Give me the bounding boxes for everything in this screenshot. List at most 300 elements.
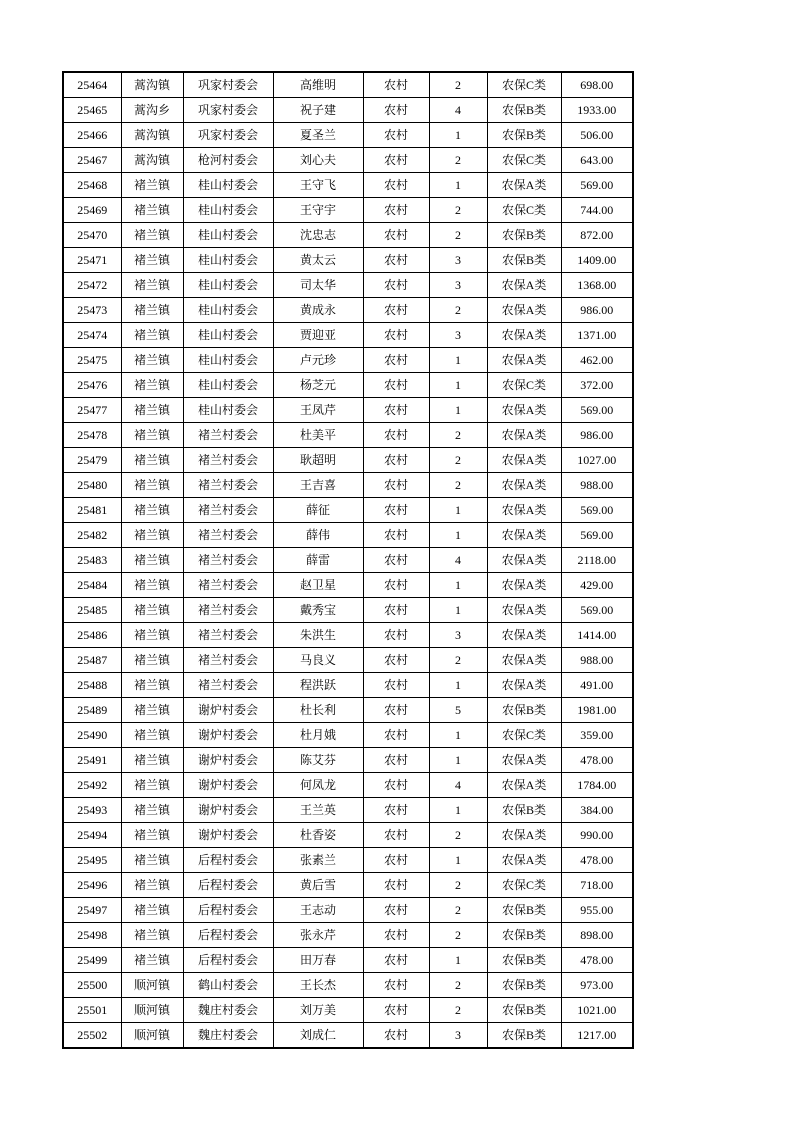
amount-cell: 478.00 [561,948,633,973]
record-id-cell: 25489 [63,698,121,723]
amount-cell: 1371.00 [561,323,633,348]
residence-type-cell: 农村 [363,298,429,323]
record-id-cell: 25474 [63,323,121,348]
amount-cell: 1021.00 [561,998,633,1023]
village-committee-cell: 后程村委会 [183,948,273,973]
town-cell: 褚兰镇 [121,473,183,498]
person-name-cell: 黄太云 [273,248,363,273]
town-cell: 褚兰镇 [121,798,183,823]
insurance-class-cell: 农保A类 [487,323,561,348]
insurance-class-cell: 农保A类 [487,173,561,198]
count-cell: 2 [429,198,487,223]
town-cell: 褚兰镇 [121,448,183,473]
amount-cell: 478.00 [561,748,633,773]
amount-cell: 1409.00 [561,248,633,273]
residence-type-cell: 农村 [363,623,429,648]
person-name-cell: 沈忠志 [273,223,363,248]
table-row [63,948,633,973]
table-row [63,923,633,948]
village-committee-cell: 褚兰村委会 [183,498,273,523]
amount-cell: 1933.00 [561,98,633,123]
village-committee-cell: 褚兰村委会 [183,598,273,623]
count-cell: 1 [429,798,487,823]
residence-type-cell: 农村 [363,198,429,223]
insurance-class-cell: 农保C类 [487,373,561,398]
count-cell: 1 [429,573,487,598]
amount-cell: 569.00 [561,523,633,548]
town-cell: 褚兰镇 [121,373,183,398]
table-row [63,473,633,498]
residence-type-cell: 农村 [363,523,429,548]
village-committee-cell: 魏庄村委会 [183,1023,273,1049]
amount-cell: 372.00 [561,373,633,398]
residence-type-cell: 农村 [363,823,429,848]
table-row [63,298,633,323]
residence-type-cell: 农村 [363,873,429,898]
amount-cell: 744.00 [561,198,633,223]
insurance-class-cell: 农保B类 [487,98,561,123]
residence-type-cell: 农村 [363,648,429,673]
record-id-cell: 25471 [63,248,121,273]
table-row [63,223,633,248]
table-row [63,698,633,723]
table-row [63,523,633,548]
residence-type-cell: 农村 [363,473,429,498]
amount-cell: 359.00 [561,723,633,748]
table-row [63,72,633,98]
village-committee-cell: 桂山村委会 [183,298,273,323]
table-row [63,773,633,798]
town-cell: 褚兰镇 [121,498,183,523]
residence-type-cell: 农村 [363,323,429,348]
residence-type-cell: 农村 [363,673,429,698]
count-cell: 1 [429,498,487,523]
town-cell: 褚兰镇 [121,898,183,923]
table-row [63,823,633,848]
table-row [63,673,633,698]
insurance-class-cell: 农保A类 [487,473,561,498]
town-cell: 褚兰镇 [121,673,183,698]
table-row [63,398,633,423]
village-committee-cell: 褚兰村委会 [183,423,273,448]
record-id-cell: 25494 [63,823,121,848]
person-name-cell: 刘万美 [273,998,363,1023]
insurance-class-cell: 农保B类 [487,123,561,148]
record-id-cell: 25464 [63,72,121,98]
town-cell: 褚兰镇 [121,348,183,373]
record-id-cell: 25476 [63,373,121,398]
person-name-cell: 杜月娥 [273,723,363,748]
amount-cell: 988.00 [561,648,633,673]
count-cell: 2 [429,72,487,98]
amount-cell: 1368.00 [561,273,633,298]
residence-type-cell: 农村 [363,948,429,973]
person-name-cell: 杜美平 [273,423,363,448]
person-name-cell: 程洪跃 [273,673,363,698]
village-committee-cell: 巩家村委会 [183,123,273,148]
amount-cell: 478.00 [561,848,633,873]
amount-cell: 986.00 [561,423,633,448]
table-row [63,173,633,198]
person-name-cell: 薛征 [273,498,363,523]
table-row [63,973,633,998]
amount-cell: 973.00 [561,973,633,998]
amount-cell: 872.00 [561,223,633,248]
record-id-cell: 25487 [63,648,121,673]
village-committee-cell: 桂山村委会 [183,198,273,223]
residence-type-cell: 农村 [363,248,429,273]
record-id-cell: 25481 [63,498,121,523]
record-id-cell: 25492 [63,773,121,798]
residence-type-cell: 农村 [363,348,429,373]
insurance-class-cell: 农保A类 [487,423,561,448]
table-row [63,373,633,398]
table-body [63,72,633,1048]
record-id-cell: 25499 [63,948,121,973]
village-committee-cell: 褚兰村委会 [183,523,273,548]
village-committee-cell: 桂山村委会 [183,273,273,298]
person-name-cell: 司太华 [273,273,363,298]
table-row [63,448,633,473]
village-committee-cell: 后程村委会 [183,898,273,923]
village-committee-cell: 后程村委会 [183,923,273,948]
person-name-cell: 王凤芹 [273,398,363,423]
amount-cell: 986.00 [561,298,633,323]
amount-cell: 1784.00 [561,773,633,798]
person-name-cell: 王吉喜 [273,473,363,498]
record-id-cell: 25465 [63,98,121,123]
town-cell: 褚兰镇 [121,748,183,773]
person-name-cell: 赵卫星 [273,573,363,598]
village-committee-cell: 褚兰村委会 [183,548,273,573]
count-cell: 2 [429,223,487,248]
town-cell: 蒿沟镇 [121,148,183,173]
record-id-cell: 25485 [63,598,121,623]
insurance-class-cell: 农保B类 [487,248,561,273]
village-committee-cell: 枪河村委会 [183,148,273,173]
insurance-class-cell: 农保A类 [487,548,561,573]
town-cell: 褚兰镇 [121,223,183,248]
amount-cell: 506.00 [561,123,633,148]
insurance-class-cell: 农保A类 [487,398,561,423]
amount-cell: 1981.00 [561,698,633,723]
record-id-cell: 25482 [63,523,121,548]
table-row [63,323,633,348]
person-name-cell: 耿超明 [273,448,363,473]
count-cell: 2 [429,873,487,898]
record-id-cell: 25478 [63,423,121,448]
table-row [63,198,633,223]
amount-cell: 990.00 [561,823,633,848]
record-id-cell: 25502 [63,1023,121,1049]
amount-cell: 2118.00 [561,548,633,573]
amount-cell: 491.00 [561,673,633,698]
amount-cell: 988.00 [561,473,633,498]
record-id-cell: 25468 [63,173,121,198]
village-committee-cell: 褚兰村委会 [183,448,273,473]
insurance-class-cell: 农保C类 [487,723,561,748]
town-cell: 褚兰镇 [121,298,183,323]
count-cell: 2 [429,923,487,948]
amount-cell: 698.00 [561,72,633,98]
village-committee-cell: 桂山村委会 [183,223,273,248]
village-committee-cell: 谢炉村委会 [183,773,273,798]
count-cell: 1 [429,398,487,423]
insurance-class-cell: 农保B类 [487,1023,561,1049]
table-row [63,848,633,873]
insurance-class-cell: 农保C类 [487,148,561,173]
town-cell: 褚兰镇 [121,698,183,723]
count-cell: 4 [429,98,487,123]
record-id-cell: 25479 [63,448,121,473]
village-committee-cell: 谢炉村委会 [183,748,273,773]
insurance-class-cell: 农保B类 [487,798,561,823]
person-name-cell: 张永芹 [273,923,363,948]
count-cell: 3 [429,323,487,348]
town-cell: 褚兰镇 [121,523,183,548]
person-name-cell: 杨芝元 [273,373,363,398]
record-id-cell: 25467 [63,148,121,173]
count-cell: 2 [429,898,487,923]
insurance-class-cell: 农保A类 [487,523,561,548]
count-cell: 1 [429,748,487,773]
residence-type-cell: 农村 [363,1023,429,1049]
residence-type-cell: 农村 [363,798,429,823]
record-id-cell: 25498 [63,923,121,948]
count-cell: 1 [429,673,487,698]
village-committee-cell: 桂山村委会 [183,323,273,348]
insurance-class-cell: 农保B类 [487,698,561,723]
record-id-cell: 25470 [63,223,121,248]
village-committee-cell: 褚兰村委会 [183,473,273,498]
amount-cell: 1027.00 [561,448,633,473]
residence-type-cell: 农村 [363,448,429,473]
count-cell: 1 [429,173,487,198]
table-row [63,548,633,573]
table-row [63,623,633,648]
village-committee-cell: 魏庄村委会 [183,998,273,1023]
town-cell: 褚兰镇 [121,573,183,598]
person-name-cell: 田万春 [273,948,363,973]
village-committee-cell: 桂山村委会 [183,348,273,373]
amount-cell: 718.00 [561,873,633,898]
residence-type-cell: 农村 [363,423,429,448]
residence-type-cell: 农村 [363,598,429,623]
village-committee-cell: 后程村委会 [183,873,273,898]
count-cell: 2 [429,298,487,323]
record-id-cell: 25480 [63,473,121,498]
count-cell: 2 [429,973,487,998]
insurance-class-cell: 农保A类 [487,448,561,473]
count-cell: 3 [429,1023,487,1049]
count-cell: 2 [429,823,487,848]
town-cell: 顺河镇 [121,1023,183,1049]
insurance-class-cell: 农保A类 [487,598,561,623]
insurance-class-cell: 农保B类 [487,223,561,248]
person-name-cell: 刘心夫 [273,148,363,173]
village-committee-cell: 后程村委会 [183,848,273,873]
count-cell: 4 [429,773,487,798]
count-cell: 1 [429,348,487,373]
amount-cell: 462.00 [561,348,633,373]
count-cell: 1 [429,373,487,398]
amount-cell: 569.00 [561,498,633,523]
insurance-class-cell: 农保A类 [487,848,561,873]
residence-type-cell: 农村 [363,72,429,98]
record-id-cell: 25490 [63,723,121,748]
town-cell: 褚兰镇 [121,273,183,298]
table-row [63,873,633,898]
count-cell: 2 [429,423,487,448]
insurance-class-cell: 农保B类 [487,948,561,973]
town-cell: 褚兰镇 [121,948,183,973]
insurance-class-cell: 农保C类 [487,873,561,898]
village-committee-cell: 褚兰村委会 [183,648,273,673]
town-cell: 褚兰镇 [121,923,183,948]
record-id-cell: 25477 [63,398,121,423]
residence-type-cell: 农村 [363,698,429,723]
record-id-cell: 25486 [63,623,121,648]
table-row [63,148,633,173]
amount-cell: 1414.00 [561,623,633,648]
records-table [62,71,634,1049]
insurance-class-cell: 农保A类 [487,573,561,598]
residence-type-cell: 农村 [363,748,429,773]
village-committee-cell: 褚兰村委会 [183,623,273,648]
record-id-cell: 25466 [63,123,121,148]
amount-cell: 1217.00 [561,1023,633,1049]
count-cell: 2 [429,148,487,173]
amount-cell: 643.00 [561,148,633,173]
residence-type-cell: 农村 [363,998,429,1023]
residence-type-cell: 农村 [363,723,429,748]
person-name-cell: 杜香姿 [273,823,363,848]
village-committee-cell: 桂山村委会 [183,398,273,423]
person-name-cell: 陈艾芬 [273,748,363,773]
person-name-cell: 高维明 [273,72,363,98]
insurance-class-cell: 农保C类 [487,198,561,223]
record-id-cell: 25484 [63,573,121,598]
table-row [63,498,633,523]
insurance-class-cell: 农保A类 [487,273,561,298]
village-committee-cell: 桂山村委会 [183,248,273,273]
insurance-class-cell: 农保A类 [487,773,561,798]
person-name-cell: 刘成仁 [273,1023,363,1049]
table-row [63,98,633,123]
count-cell: 3 [429,248,487,273]
town-cell: 褚兰镇 [121,598,183,623]
residence-type-cell: 农村 [363,773,429,798]
count-cell: 1 [429,848,487,873]
amount-cell: 569.00 [561,598,633,623]
town-cell: 褚兰镇 [121,623,183,648]
table-row [63,648,633,673]
table-row [63,123,633,148]
person-name-cell: 黄成永 [273,298,363,323]
amount-cell: 429.00 [561,573,633,598]
table-row [63,598,633,623]
table-row [63,998,633,1023]
person-name-cell: 贾迎亚 [273,323,363,348]
count-cell: 3 [429,273,487,298]
residence-type-cell: 农村 [363,898,429,923]
count-cell: 2 [429,648,487,673]
village-committee-cell: 巩家村委会 [183,72,273,98]
person-name-cell: 夏圣兰 [273,123,363,148]
record-id-cell: 25488 [63,673,121,698]
person-name-cell: 王守宇 [273,198,363,223]
person-name-cell: 王兰英 [273,798,363,823]
town-cell: 褚兰镇 [121,873,183,898]
village-committee-cell: 谢炉村委会 [183,823,273,848]
table-row [63,748,633,773]
insurance-class-cell: 农保A类 [487,298,561,323]
town-cell: 褚兰镇 [121,848,183,873]
town-cell: 褚兰镇 [121,173,183,198]
person-name-cell: 黄后雪 [273,873,363,898]
count-cell: 2 [429,998,487,1023]
record-id-cell: 25500 [63,973,121,998]
insurance-class-cell: 农保A类 [487,498,561,523]
table-row [63,348,633,373]
town-cell: 褚兰镇 [121,198,183,223]
record-id-cell: 25475 [63,348,121,373]
village-committee-cell: 桂山村委会 [183,373,273,398]
town-cell: 顺河镇 [121,998,183,1023]
person-name-cell: 朱洪生 [273,623,363,648]
amount-cell: 955.00 [561,898,633,923]
insurance-class-cell: 农保A类 [487,748,561,773]
amount-cell: 898.00 [561,923,633,948]
town-cell: 褚兰镇 [121,648,183,673]
record-id-cell: 25501 [63,998,121,1023]
person-name-cell: 祝子建 [273,98,363,123]
town-cell: 褚兰镇 [121,248,183,273]
person-name-cell: 王长杰 [273,973,363,998]
table-row [63,273,633,298]
insurance-class-cell: 农保B类 [487,898,561,923]
table-row [63,248,633,273]
insurance-class-cell: 农保A类 [487,648,561,673]
residence-type-cell: 农村 [363,223,429,248]
count-cell: 1 [429,598,487,623]
village-committee-cell: 谢炉村委会 [183,723,273,748]
town-cell: 褚兰镇 [121,723,183,748]
insurance-class-cell: 农保A类 [487,623,561,648]
record-id-cell: 25469 [63,198,121,223]
person-name-cell: 马良义 [273,648,363,673]
village-committee-cell: 鹤山村委会 [183,973,273,998]
person-name-cell: 王守飞 [273,173,363,198]
residence-type-cell: 农村 [363,173,429,198]
residence-type-cell: 农村 [363,98,429,123]
amount-cell: 384.00 [561,798,633,823]
amount-cell: 569.00 [561,173,633,198]
record-id-cell: 25483 [63,548,121,573]
record-id-cell: 25472 [63,273,121,298]
residence-type-cell: 农村 [363,123,429,148]
count-cell: 1 [429,123,487,148]
table-row [63,898,633,923]
person-name-cell: 何凤龙 [273,773,363,798]
residence-type-cell: 农村 [363,373,429,398]
count-cell: 1 [429,723,487,748]
record-id-cell: 25496 [63,873,121,898]
town-cell: 顺河镇 [121,973,183,998]
village-committee-cell: 褚兰村委会 [183,673,273,698]
insurance-class-cell: 农保B类 [487,998,561,1023]
record-id-cell: 25473 [63,298,121,323]
